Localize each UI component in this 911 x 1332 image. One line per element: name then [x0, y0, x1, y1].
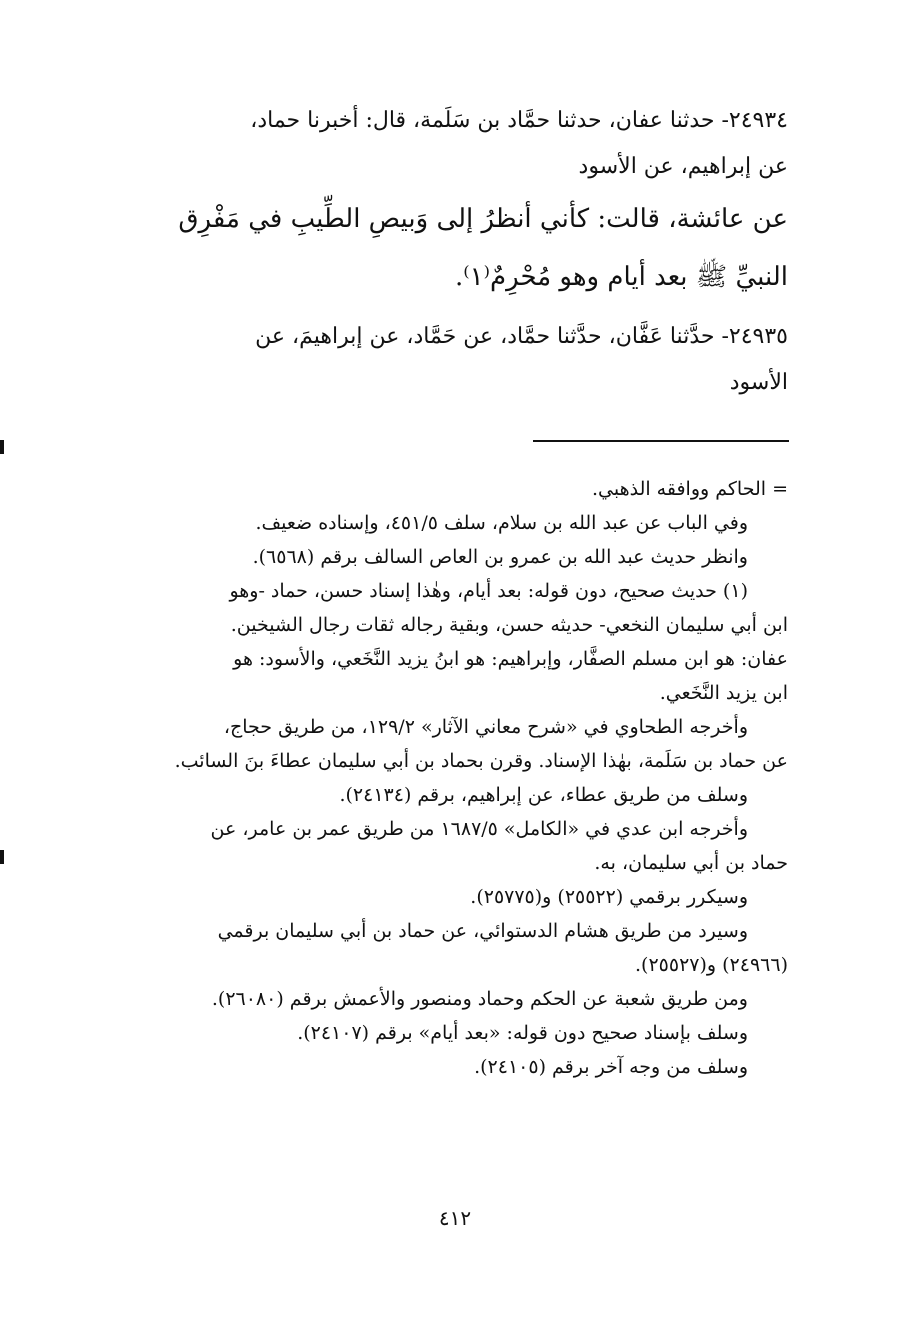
hadith-24935-chain: [92, 314, 788, 406]
footnote-line: (٢٤٩٦٦) و(٢٥٥٢٧).: [635, 954, 788, 976]
footnote-line: وأخرجه الطحاوي في «شرح معاني الآثار» ١٢٩/٢، من طريق حجاج،: [223, 716, 748, 738]
footnote-line: وانظر حديث عبد الله بن عمرو بن العاص السالف برقم (٦٥٦٨).: [252, 546, 748, 568]
footnote-line: = الحاكم ووافقه الذهبي.: [591, 478, 788, 500]
hadith-text: [92, 190, 788, 306]
footnote-line: وسلف بإسناد صحيح دون قوله: «بعد أيام» برقم (٢٤١٠٧).: [297, 1022, 748, 1044]
text-line: عن عائشة، قالت: كأني أنظرُ إلى وَبيصِ الطِّيبِ في مَفْرِق: [178, 204, 788, 234]
footnote-line: عفان: هو ابن مسلم الصفَّار، وإبراهيم: هو ابنُ يزيد النَّخَعي، والأسود: هو: [233, 648, 788, 670]
scan-edge-mark: [0, 850, 4, 864]
footnotes: [92, 472, 788, 1084]
text-line: ٢٤٩٣٤- حدثنا عفان، حدثنا حمَّاد بن سَلَمة، قال: أخبرنا حماد،: [250, 108, 788, 133]
footnote-line: ابن أبي سليمان النخعي- حديثه حسن، وبقية رجاله ثقات رجال الشيخين.: [230, 614, 788, 636]
footnote-separator: [533, 440, 789, 442]
footnote-line: وفي الباب عن عبد الله بن سلام، سلف ٤٥١/٥، وإسناده ضعيف.: [255, 512, 748, 534]
hadith-24934-chain: [92, 98, 788, 190]
text-line: ٢٤٩٣٥- حدَّثنا عَفَّان، حدَّثنا حمَّاد، عن حَمَّاد، عن إبراهيمَ، عن: [255, 324, 788, 349]
footnote-line: وأخرجه ابن عدي في «الكامل» ١٦٨٧/٥ من طريق عمر بن عامر، عن: [210, 818, 748, 840]
footnote-line: ومن طريق شعبة عن الحكم وحماد ومنصور والأعمش برقم (٢٦٠٨٠).: [211, 988, 748, 1010]
footnote-line: وسلف من وجه آخر برقم (٢٤١٠٥).: [474, 1056, 748, 1078]
footnote-line: وسيرد من طريق هشام الدستوائي، عن حماد بن أبي سليمان برقمي: [217, 920, 748, 942]
footnote-line: وسلف من طريق عطاء، عن إبراهيم، برقم (٢٤١٣٤).: [339, 784, 748, 806]
page-number: ٤١٢: [438, 1206, 472, 1230]
text-line: النبيِّ ﷺ بعد أيام وهو مُحْرِمٌ⁽١⁾.: [454, 262, 788, 292]
text-line: عن إبراهيم، عن الأسود: [578, 154, 788, 179]
footnote-line: عن حماد بن سَلَمة، بهٰذا الإسناد. وقرن بحماد بن أبي سليمان عطاءَ بنَ السائب.: [174, 750, 788, 772]
scan-edge-mark: [0, 440, 4, 454]
text-line: الأسود: [729, 370, 788, 395]
footnote-line: (١) حديث صحيح، دون قوله: بعد أيام، وهٰذا إسناد حسن، حماد -وهو: [229, 580, 748, 602]
footnote-line: حماد بن أبي سليمان، به.: [594, 852, 788, 874]
footnote-line: ابن يزيد النَّخَعي.: [659, 682, 788, 704]
footnote-line: وسيكرر برقمي (٢٥٥٢٢) و(٢٥٧٧٥).: [470, 886, 748, 908]
